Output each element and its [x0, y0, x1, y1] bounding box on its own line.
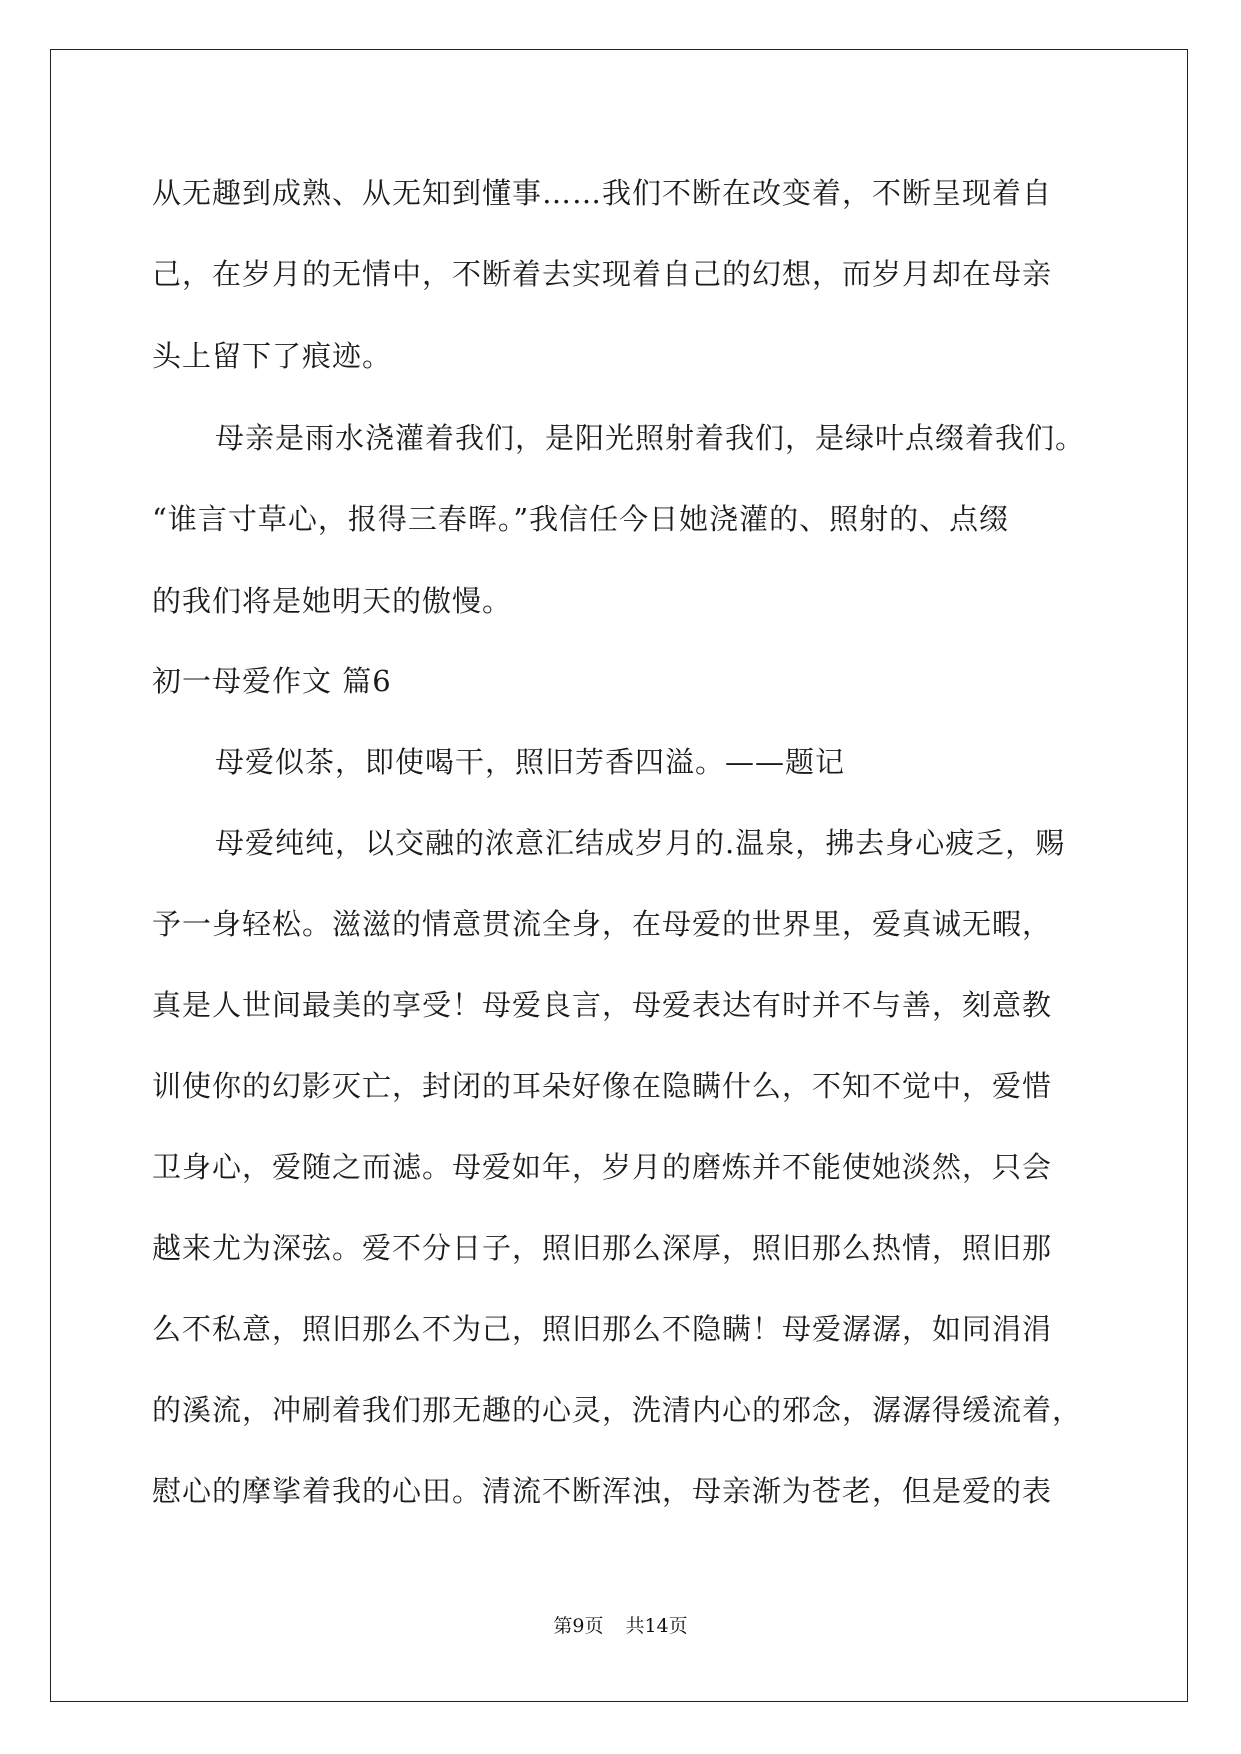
text-line: 么不私意，照旧那么不为己，照旧那么不隐瞒！母爱潺潺，如同涓涓 [152, 1312, 1053, 1346]
text-line: 真是人世间最美的享受！母爱良言，母爱表达有时并不与善，刻意教 [152, 988, 1053, 1022]
page-footer [0, 1614, 1241, 1638]
text-line: 母爱纯纯，以交融的浓意汇结成岁月的.温泉，拂去身心疲乏，赐 [215, 826, 1066, 860]
section-heading: 初一母爱作文 篇6 [152, 664, 392, 698]
text-line: 从无趣到成熟、从无知到懂事……我们不断在改变着，不断呈现着自 [152, 176, 1053, 210]
text-line: 己，在岁月的无情中，不断着去实现着自己的幻想，而岁月却在母亲 [152, 257, 1053, 291]
text-line: 头上留下了痕迹。 [152, 339, 393, 373]
text-line: 训使你的幻影灭亡，封闭的耳朵好像在隐瞒什么，不知不觉中，爱惜 [152, 1069, 1053, 1103]
page-border [50, 49, 1188, 1702]
text-line: 母亲是雨水浇灌着我们，是阳光照射着我们，是绿叶点缀着我们。 [215, 421, 1086, 455]
text-line: 的我们将是她明天的傲慢。 [152, 584, 513, 618]
text-line: “谁言寸草心，报得三春晖。”我信任今日她浇灌的、照射的、点缀 [152, 502, 1010, 536]
text-line: 卫身心，爱随之而滤。母爱如年，岁月的磨炼并不能使她淡然，只会 [152, 1150, 1053, 1184]
text-line: 予一身轻松。滋滋的情意贯流全身，在母爱的世界里，爱真诚无暇， [152, 907, 1053, 941]
text-line: 越来尤为深弦。爱不分日子，照旧那么深厚，照旧那么热情，照旧那 [152, 1231, 1053, 1265]
page-total: 共14页 [625, 1615, 688, 1637]
page-number: 第9页 [553, 1615, 604, 1637]
text-line: 的溪流，冲刷着我们那无趣的心灵，洗清内心的邪念，潺潺得缓流着， [152, 1393, 1083, 1427]
text-line: 母爱似茶，即使喝干，照旧芳香四溢。——题记 [215, 745, 846, 779]
text-line: 慰心的摩挲着我的心田。清流不断浑浊，母亲渐为苍老，但是爱的表 [152, 1474, 1053, 1508]
